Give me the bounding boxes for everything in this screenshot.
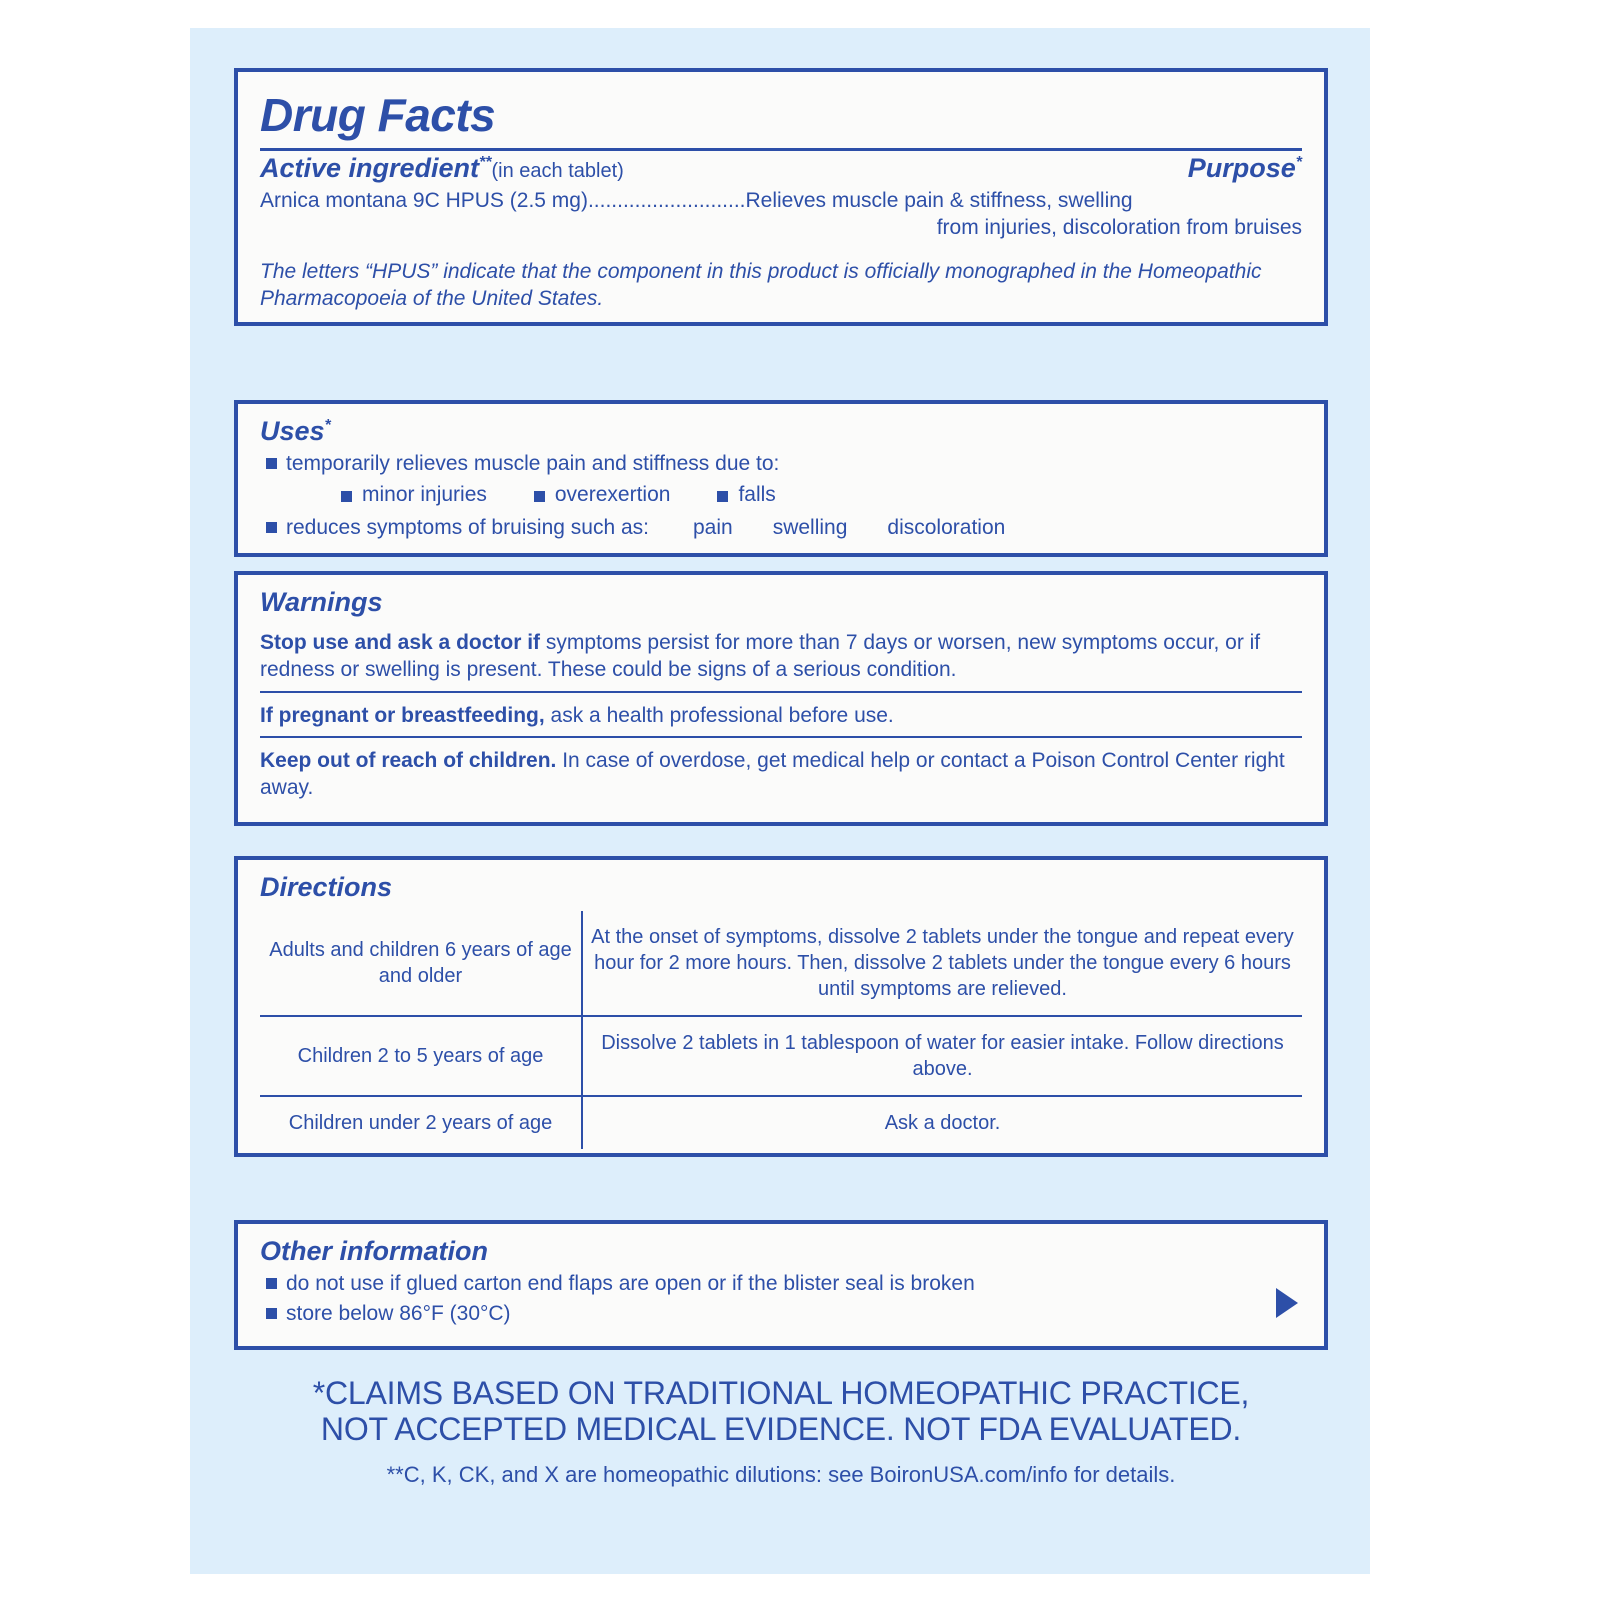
uses-sub-bullet-1-3: falls (714, 483, 775, 506)
directions-row-1-who: Adults and children 6 years of age and older (260, 911, 582, 1016)
other-information-heading: Other information (260, 1236, 488, 1266)
active-ingredient-panel (234, 68, 1328, 326)
directions-row-3-what: Ask a doctor. (884, 1112, 1001, 1134)
uses-heading (260, 416, 1302, 447)
uses-sub-bullets-1 (260, 479, 1302, 511)
dilutions-note: **C, K, CK, and X are homeopathic dilutions: see BoironUSA.com/info for details. (386, 1461, 1176, 1487)
warning-pregnant-bold: If pregnant or breastfeeding, (260, 703, 545, 727)
uses-heading-superscript: * (324, 417, 331, 434)
uses-sub-bullet-2-3: discoloration (887, 515, 1006, 539)
footnotes (234, 1376, 1328, 1488)
uses-sub-bullet-1-2: overexertion (531, 483, 671, 506)
warning-pregnant-text: ask a health professional before use. (544, 703, 894, 727)
purpose-heading-superscript: * (1295, 154, 1302, 171)
uses-sub-bullets-2 (693, 516, 1045, 539)
claims-line-1: *CLAIMS BASED ON TRADITIONAL HOMEOPATHIC PRACTICE, (312, 1375, 1250, 1411)
uses-bullet-2 (260, 513, 1302, 543)
uses-bullet-list-2 (260, 513, 1302, 543)
warning-children-text: In case of overdose, get medical help or contact a Poison Control Center right away. (260, 748, 1285, 800)
directions-section (238, 860, 1324, 1153)
active-ingredient-heading-text: Active ingredient (260, 153, 480, 183)
warnings-section (238, 575, 1324, 822)
ingredient-purpose-lines (260, 188, 1302, 242)
uses-heading-text: Uses (260, 416, 325, 446)
hpus-note: The letters “HPUS” indicate that the component in this product is officially monographed in the Homeopathic Pharmacopoeia of the United States. (260, 259, 1262, 311)
ingredient-name: Arnica montana 9C HPUS (2.5 mg)........................... (260, 189, 746, 212)
table-row (260, 911, 1302, 1016)
active-ingredient-section (238, 151, 1324, 322)
other-information-section (238, 1224, 1324, 1346)
directions-row-3-who: Children under 2 years of age (260, 1096, 582, 1149)
warning-children-bold: Keep out of reach of children. (260, 748, 557, 772)
page-title: Drug Facts (260, 89, 496, 141)
other-information-bullet-1: do not use if glued carton end flaps are open or if the blister seal is broken (260, 1269, 1302, 1299)
directions-row-1-what: At the onset of symptoms, dissolve 2 tablets under the tongue and repeat every hour for 2 more hours. Then, dissolve 2 tablets under the tongue every 6 hours until symptoms are relieved. (582, 911, 1302, 1016)
table-row (260, 1096, 1302, 1149)
warnings-panel (234, 571, 1328, 826)
purpose-heading-text: Purpose (1187, 153, 1296, 183)
active-ingredient-heading-superscript: ** (479, 154, 492, 171)
purpose-line-1: Relieves muscle pain & stiffness, swelling (745, 189, 1133, 212)
directions-row-2-what: Dissolve 2 tablets in 1 tablespoon of water for easier intake. Follow directions above. (582, 1016, 1302, 1096)
purpose-heading (1188, 153, 1302, 184)
active-ingredient-heading (260, 153, 624, 184)
active-ingredient-header-row (260, 153, 1302, 184)
directions-row-2-who: Children 2 to 5 years of age (260, 1016, 582, 1096)
right-arrow-icon (1276, 1288, 1298, 1318)
warning-pregnant (260, 693, 1302, 738)
uses-sub-bullet-2-2: swelling (772, 515, 848, 539)
claims-line-2: NOT ACCEPTED MEDICAL EVIDENCE. NOT FDA EVALUATED. (320, 1410, 1242, 1447)
directions-heading: Directions (260, 872, 393, 902)
warning-stop-use (260, 620, 1302, 693)
uses-bullet-2-text: reduces symptoms of bruising such as: (286, 515, 649, 539)
uses-sub-bullet-2-1: pain (693, 515, 733, 539)
warning-stop-use-text: symptoms persist for more than 7 days or worsen, new symptoms occur, or if redness or swelling is present. These could be signs of a serious condition. (260, 631, 1261, 682)
directions-panel (234, 856, 1328, 1157)
drug-facts-label-page (190, 28, 1370, 1574)
uses-section (238, 404, 1324, 553)
other-information-panel (234, 1220, 1328, 1350)
other-information-bullet-list (260, 1269, 1302, 1330)
purpose-line-2: from injuries, discoloration from bruises (936, 215, 1302, 239)
uses-bullet-list (260, 449, 1302, 479)
directions-table (260, 911, 1302, 1149)
warnings-heading: Warnings (260, 587, 383, 617)
uses-panel (234, 400, 1328, 557)
warning-children (260, 738, 1302, 809)
other-information-bullet-2: store below 86°F (30°C) (260, 1299, 1302, 1329)
warning-stop-use-bold: Stop use and ask a doctor if (260, 631, 541, 654)
uses-sub-bullet-1-1: minor injuries (338, 483, 487, 506)
active-ingredient-heading-note: (in each tablet) (491, 160, 624, 182)
uses-bullet-1: temporarily relieves muscle pain and stiffness due to: (260, 449, 1302, 479)
table-row (260, 1016, 1302, 1096)
